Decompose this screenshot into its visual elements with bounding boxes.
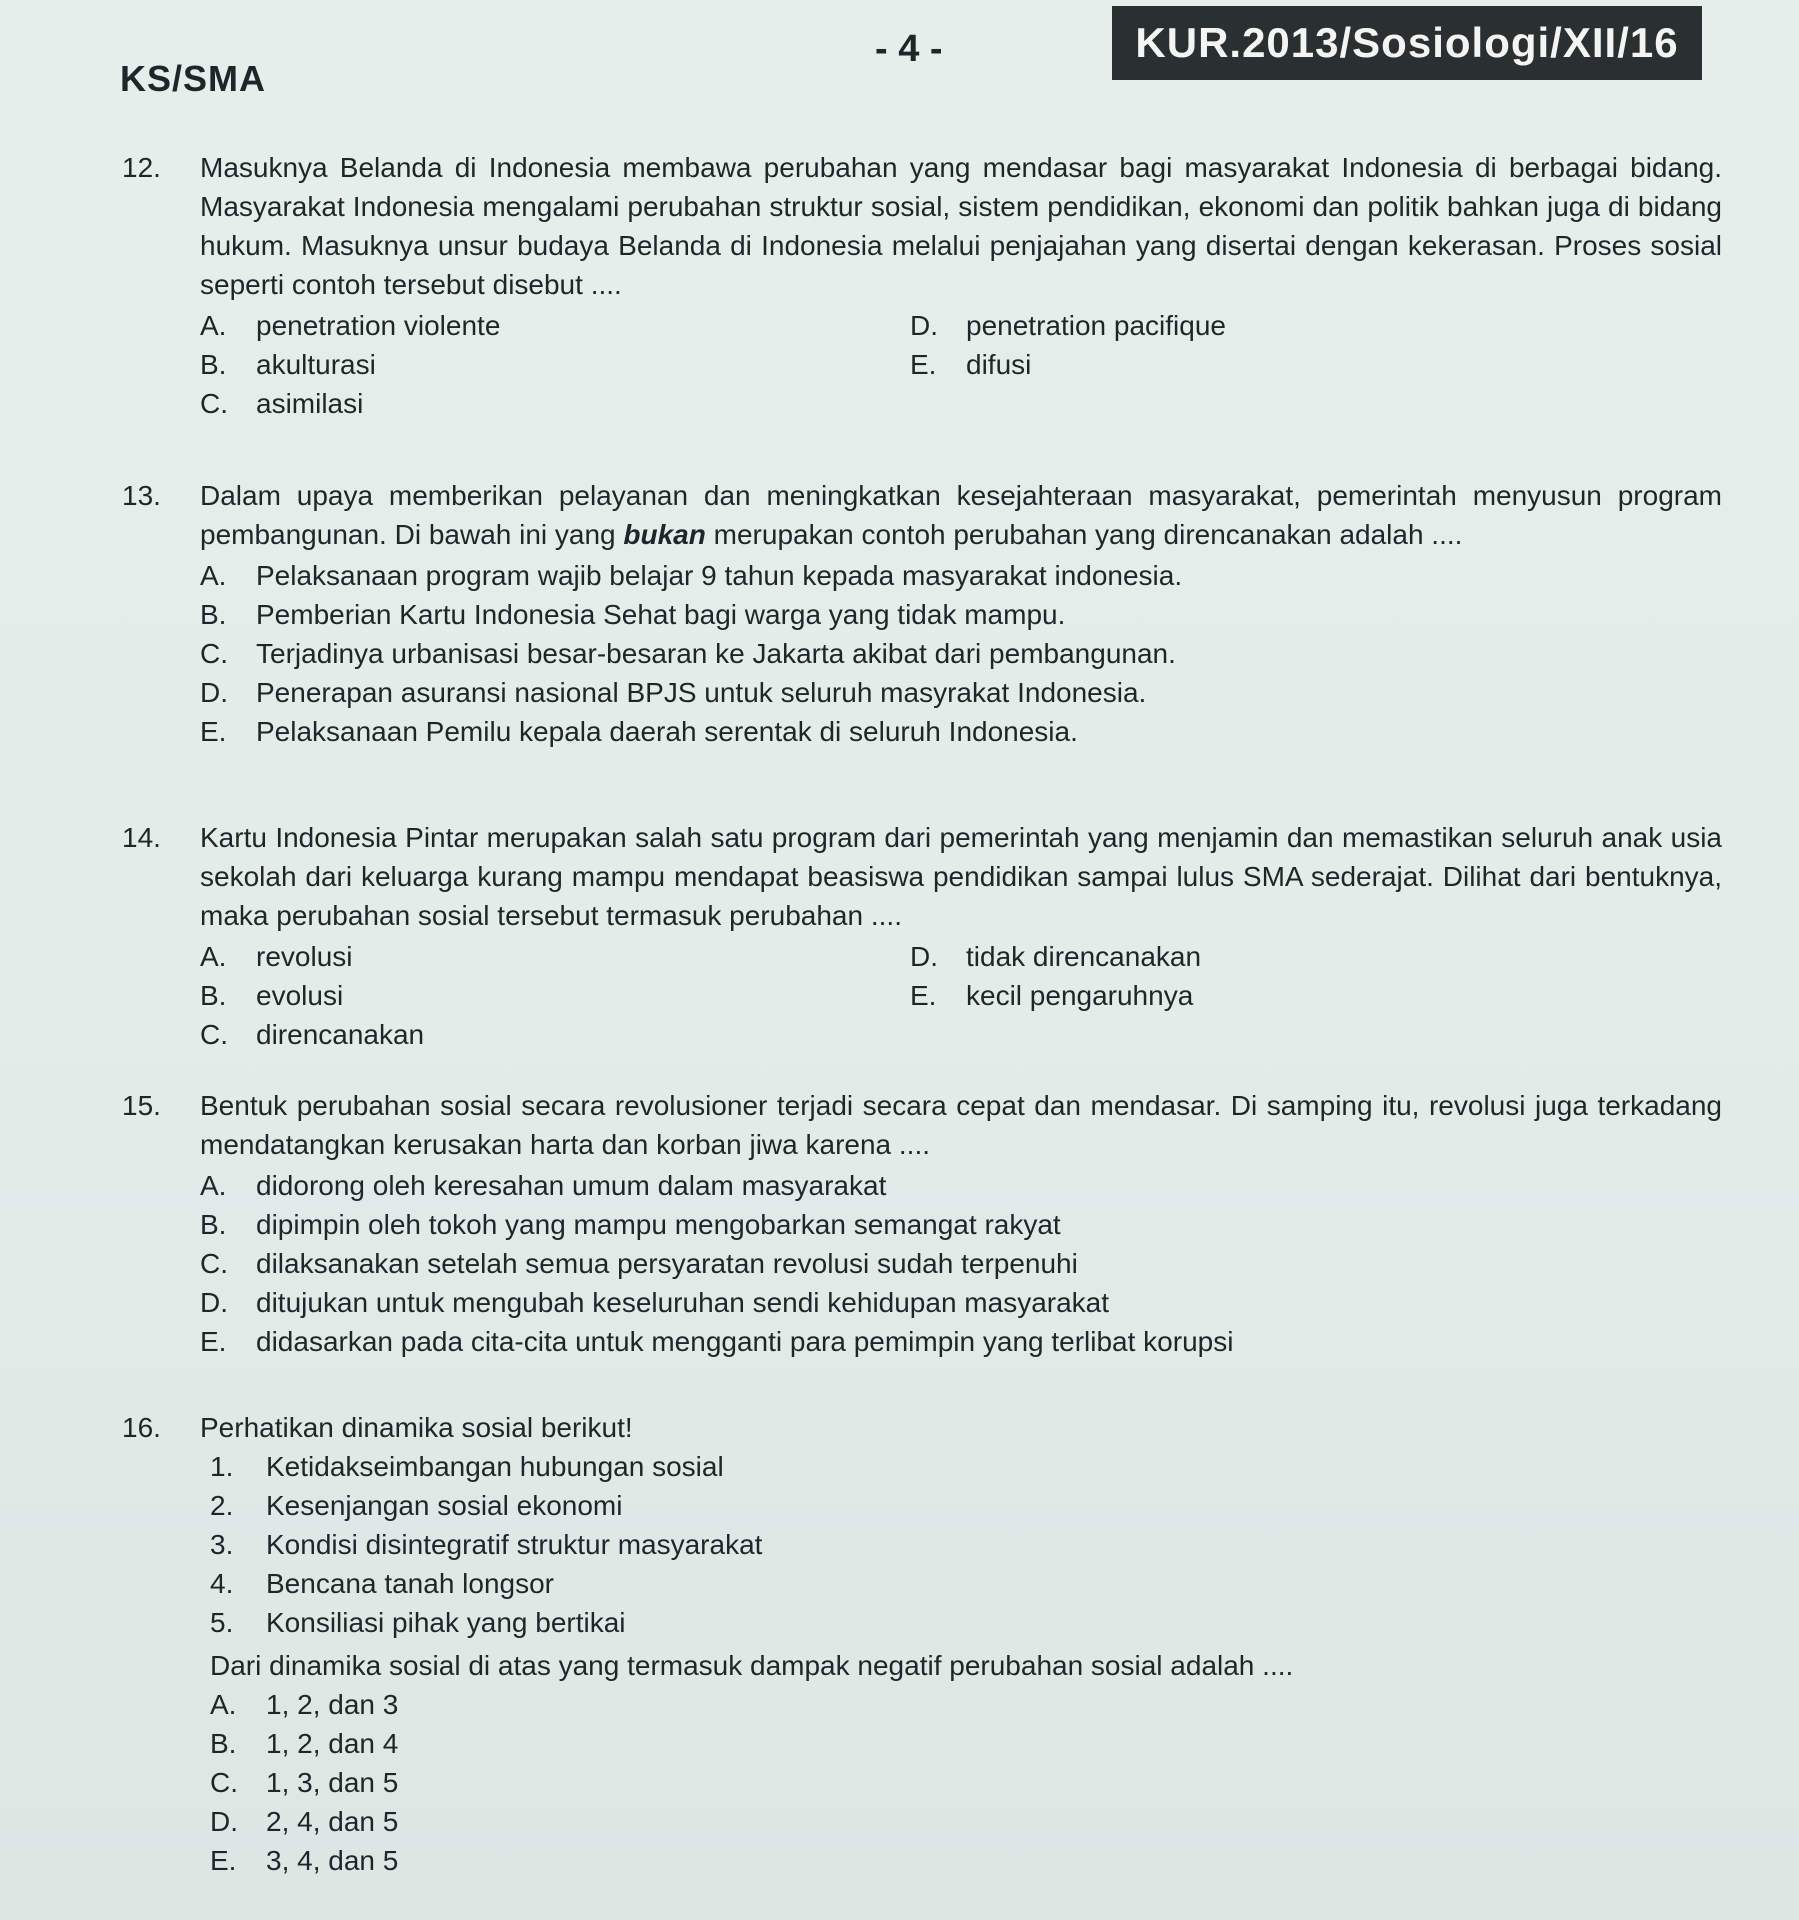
option-e: E. didasarkan pada cita-cita untuk mengganti para pemimpin yang terlibat korupsi [200, 1326, 1234, 1357]
question-stem: Kartu Indonesia Pintar merupakan salah satu program dari pemerintah yang menjamin dan memastikan seluruh anak usia sekolah dari keluarga kurang mampu mendapat beasiswa pendidikan sampai lulus SMA sederajat. Dilihat dari bentuknya, maka perubahan sosial tersebut termasuk perubahan .... [200, 822, 1722, 931]
option-b: B. evolusi [200, 980, 344, 1011]
list-item: 2. Kesenjangan sosial ekonomi [210, 1490, 623, 1521]
option-b: B. akulturasi [200, 349, 376, 380]
question-number: 13. [122, 480, 161, 511]
option-c: C. dilaksanakan setelah semua persyaratan revolusi sudah terpenuhi [200, 1248, 1078, 1279]
list-item: 5. Konsiliasi pihak yang bertikai [210, 1607, 626, 1638]
question-12 [122, 148, 1722, 423]
option-e: E. 3, 4, dan 5 [210, 1845, 399, 1876]
option-d: D. ditujukan untuk mengubah keseluruhan sendi kehidupan masyarakat [200, 1287, 1110, 1318]
option-d: D. penetration pacifique [910, 310, 1226, 341]
option-b: B. Pemberian Kartu Indonesia Sehat bagi warga yang tidak mampu. [200, 599, 1066, 630]
option-d: D. Penerapan asuransi nasional BPJS untuk seluruh masyrakat Indonesia. [200, 677, 1147, 708]
page-number: - 4 - [875, 28, 943, 70]
option-a: A. penetration violente [200, 310, 501, 341]
question-number: 14. [122, 822, 161, 853]
question-number: 15. [122, 1090, 161, 1121]
list-item: 1. Ketidakseimbangan hubungan sosial [210, 1451, 724, 1482]
option-b: B. dipimpin oleh tokoh yang mampu mengobarkan semangat rakyat [200, 1209, 1061, 1240]
option-c: C. asimilasi [200, 388, 364, 419]
option-a: A. didorong oleh keresahan umum dalam masyarakat [200, 1170, 887, 1201]
question-15 [122, 1086, 1722, 1361]
question-stem: Masuknya Belanda di Indonesia membawa perubahan yang mendasar bagi masyarakat Indonesia di berbagai bidang. Masyarakat Indonesia mengalami perubahan struktur sosial, sistem pendidikan, ekonomi dan politik bahkan juga di bidang hukum. Masuknya unsur budaya Belanda di Indonesia melalui penjajahan yang disertai dengan kekerasan. Proses sosial seperti contoh tersebut disebut .... [200, 152, 1722, 300]
option-c: C. Terjadinya urbanisasi besar-besaran ke Jakarta akibat dari pembangunan. [200, 638, 1176, 669]
option-c: C. direncanakan [200, 1019, 425, 1050]
list-item: 4. Bencana tanah longsor [210, 1568, 554, 1599]
question-stem: Perhatikan dinamika sosial berikut! [200, 1412, 633, 1443]
emphasis-word: bukan [623, 519, 706, 550]
option-d: D. tidak direncanakan [910, 941, 1202, 972]
option-a: A. 1, 2, dan 3 [210, 1689, 399, 1720]
option-e: E. difusi [910, 349, 1032, 380]
question-16 [122, 1408, 1722, 1880]
question-prompt: Dari dinamika sosial di atas yang termasuk dampak negatif perubahan sosial adalah .... [210, 1650, 1294, 1681]
option-c: C. 1, 3, dan 5 [210, 1767, 399, 1798]
school-level-label: KS/SMA [120, 58, 267, 99]
question-number: 12. [122, 152, 161, 183]
exam-code-badge: KUR.2013/Sosiologi/XII/16 [1112, 6, 1702, 80]
option-e: E. kecil pengaruhnya [910, 980, 1194, 1011]
question-13 [122, 476, 1722, 751]
question-number: 16. [122, 1412, 161, 1443]
option-e: E. Pelaksanaan Pemilu kepala daerah serentak di seluruh Indonesia. [200, 716, 1078, 747]
option-d: D. 2, 4, dan 5 [210, 1806, 399, 1837]
question-14 [122, 818, 1722, 1054]
list-item: 3. Kondisi disintegratif struktur masyarakat [210, 1529, 763, 1560]
question-stem: Dalam upaya memberikan pelayanan dan meningkatkan kesejahteraan masyarakat, pemerintah menyusun program pembangunan. Di bawah ini yang bukan merupakan contoh perubahan yang direncanakan adalah .... [200, 480, 1722, 550]
dynamics-list [210, 1447, 1722, 1642]
option-b: B. 1, 2, dan 4 [210, 1728, 399, 1759]
question-stem: Bentuk perubahan sosial secara revolusioner terjadi secara cepat dan mendasar. Di samping itu, revolusi juga terkadang mendatangkan kerusakan harta dan korban jiwa karena .... [200, 1090, 1722, 1160]
option-a: A. revolusi [200, 941, 353, 972]
option-a: A. Pelaksanaan program wajib belajar 9 tahun kepada masyarakat indonesia. [200, 560, 1183, 591]
